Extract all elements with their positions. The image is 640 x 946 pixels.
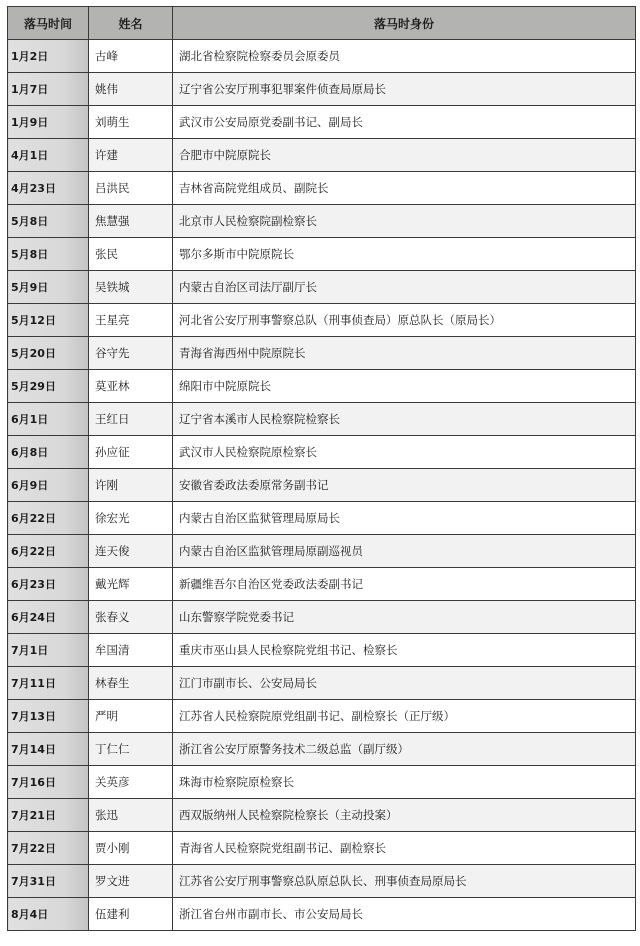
cell-date: 6月9日 (8, 469, 89, 502)
table-row (8, 139, 636, 172)
table-row (8, 898, 636, 931)
cell-name: 王星亮 (89, 304, 173, 337)
table-row (8, 568, 636, 601)
cell-date: 4月1日 (8, 139, 89, 172)
header-name: 姓名 (89, 7, 173, 40)
cell-position: 鄂尔多斯市中院原院长 (173, 238, 636, 271)
cell-name: 徐宏光 (89, 502, 173, 535)
table-row (8, 436, 636, 469)
cell-date: 6月22日 (8, 535, 89, 568)
cell-date: 5月8日 (8, 205, 89, 238)
cell-date: 4月23日 (8, 172, 89, 205)
cell-position: 内蒙古自治区监狱管理局原副巡视员 (173, 535, 636, 568)
cell-name: 吕洪民 (89, 172, 173, 205)
table-row (8, 304, 636, 337)
table-row (8, 535, 636, 568)
table-row (8, 700, 636, 733)
cell-date: 6月24日 (8, 601, 89, 634)
table-row (8, 733, 636, 766)
cell-date: 7月31日 (8, 865, 89, 898)
header-position: 落马时身份 (173, 7, 636, 40)
cell-name: 许刚 (89, 469, 173, 502)
table-row (8, 502, 636, 535)
table-row (8, 865, 636, 898)
table-row (8, 667, 636, 700)
cell-position: 山东警察学院党委书记 (173, 601, 636, 634)
cell-date: 5月8日 (8, 238, 89, 271)
cell-position: 浙江省公安厅原警务技术二级总监（副厅级） (173, 733, 636, 766)
cell-name: 关英彦 (89, 766, 173, 799)
cell-name: 王红日 (89, 403, 173, 436)
table-row (8, 106, 636, 139)
cell-date: 7月22日 (8, 832, 89, 865)
table-row (8, 271, 636, 304)
table-row (8, 73, 636, 106)
cell-date: 5月12日 (8, 304, 89, 337)
cell-date: 7月13日 (8, 700, 89, 733)
cell-date: 6月22日 (8, 502, 89, 535)
cell-date: 7月14日 (8, 733, 89, 766)
header-date: 落马时间 (8, 7, 89, 40)
table-row (8, 766, 636, 799)
cell-position: 武汉市公安局原党委副书记、副局长 (173, 106, 636, 139)
cell-name: 贾小刚 (89, 832, 173, 865)
cell-position: 辽宁省公安厅刑事犯罪案件侦查局原局长 (173, 73, 636, 106)
cell-name: 伍建利 (89, 898, 173, 931)
cell-date: 1月2日 (8, 40, 89, 73)
cell-position: 安徽省委政法委原常务副书记 (173, 469, 636, 502)
table-header (8, 7, 636, 40)
cell-position: 内蒙古自治区监狱管理局原局长 (173, 502, 636, 535)
table-body (8, 40, 636, 931)
table-row (8, 634, 636, 667)
table-row (8, 205, 636, 238)
cell-date: 5月9日 (8, 271, 89, 304)
cell-position: 江门市副市长、公安局局长 (173, 667, 636, 700)
cell-name: 林春生 (89, 667, 173, 700)
cell-position: 内蒙古自治区司法厅副厅长 (173, 271, 636, 304)
cell-date: 7月1日 (8, 634, 89, 667)
table-row (8, 469, 636, 502)
cell-date: 6月1日 (8, 403, 89, 436)
cell-position: 重庆市巫山县人民检察院党组书记、检察长 (173, 634, 636, 667)
cell-name: 罗文进 (89, 865, 173, 898)
cell-date: 1月9日 (8, 106, 89, 139)
cell-name: 许建 (89, 139, 173, 172)
cell-date: 5月29日 (8, 370, 89, 403)
cell-position: 合肥市中院原院长 (173, 139, 636, 172)
cell-name: 刘萌生 (89, 106, 173, 139)
cell-position: 绵阳市中院原院长 (173, 370, 636, 403)
cell-name: 古峰 (89, 40, 173, 73)
cell-position: 青海省海西州中院原院长 (173, 337, 636, 370)
cell-name: 戴光辉 (89, 568, 173, 601)
cell-position: 江苏省人民检察院原党组副书记、副检察长（正厅级） (173, 700, 636, 733)
cell-position: 西双版纳州人民检察院检察长（主动投案） (173, 799, 636, 832)
table-row (8, 370, 636, 403)
cell-date: 7月16日 (8, 766, 89, 799)
cell-date: 8月4日 (8, 898, 89, 931)
cell-position: 江苏省公安厅刑事警察总队原总队长、刑事侦查局原局长 (173, 865, 636, 898)
cell-name: 张民 (89, 238, 173, 271)
cell-date: 6月8日 (8, 436, 89, 469)
cell-name: 谷守先 (89, 337, 173, 370)
cell-name: 张迅 (89, 799, 173, 832)
cell-date: 6月23日 (8, 568, 89, 601)
table-row (8, 403, 636, 436)
cell-name: 连天俊 (89, 535, 173, 568)
table-row (8, 601, 636, 634)
cell-position: 浙江省台州市副市长、市公安局局长 (173, 898, 636, 931)
header-row (8, 7, 636, 40)
cell-name: 吴铁城 (89, 271, 173, 304)
cell-date: 7月11日 (8, 667, 89, 700)
cell-position: 青海省人民检察院党组副书记、副检察长 (173, 832, 636, 865)
table-row (8, 832, 636, 865)
cell-name: 张春义 (89, 601, 173, 634)
cell-date: 1月7日 (8, 73, 89, 106)
cell-position: 辽宁省本溪市人民检察院检察长 (173, 403, 636, 436)
cell-name: 姚伟 (89, 73, 173, 106)
cell-position: 北京市人民检察院副检察长 (173, 205, 636, 238)
cell-name: 孙应征 (89, 436, 173, 469)
cell-name: 丁仁仁 (89, 733, 173, 766)
cell-date: 5月20日 (8, 337, 89, 370)
cell-name: 牟国清 (89, 634, 173, 667)
cell-position: 湖北省检察院检察委员会原委员 (173, 40, 636, 73)
cell-date: 7月21日 (8, 799, 89, 832)
cell-position: 武汉市人民检察院原检察长 (173, 436, 636, 469)
cell-position: 珠海市检察院原检察长 (173, 766, 636, 799)
cell-name: 莫亚林 (89, 370, 173, 403)
cell-position: 河北省公安厅刑事警察总队（刑事侦查局）原总队长（原局长） (173, 304, 636, 337)
cell-name: 严明 (89, 700, 173, 733)
table-row (8, 799, 636, 832)
table-row (8, 40, 636, 73)
cell-position: 新疆维吾尔自治区党委政法委副书记 (173, 568, 636, 601)
cell-position: 吉林省高院党组成员、副院长 (173, 172, 636, 205)
table-row (8, 172, 636, 205)
officials-table (7, 6, 636, 931)
cell-name: 焦慧强 (89, 205, 173, 238)
table-row (8, 337, 636, 370)
table-row (8, 238, 636, 271)
